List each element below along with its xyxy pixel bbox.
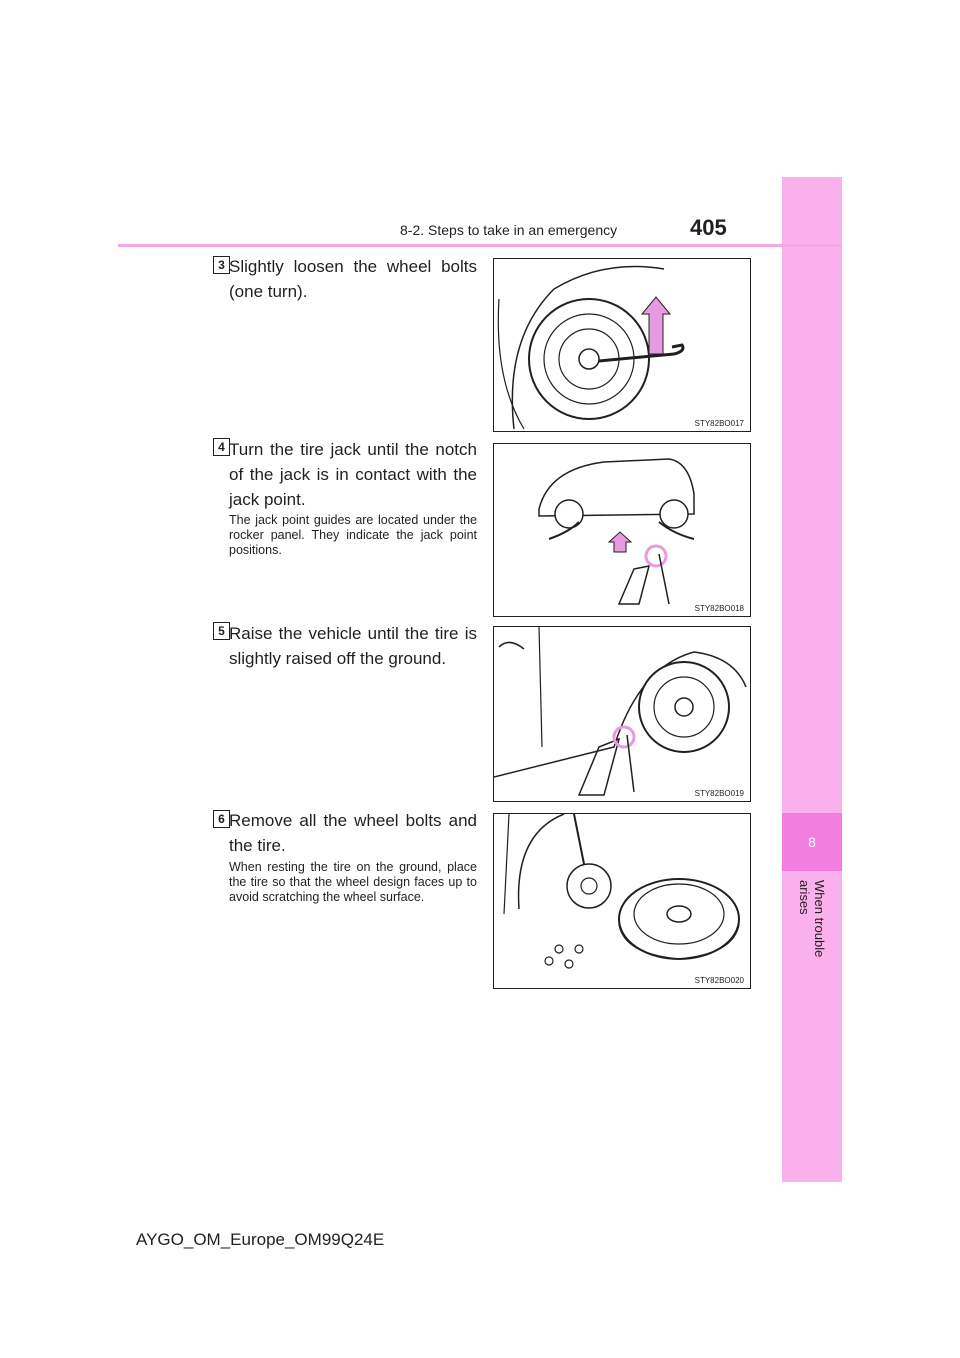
figure-loosen-wheel-bolts: [493, 258, 751, 432]
figure-code: STY82BO019: [694, 789, 744, 798]
chapter-number-badge: 8: [782, 813, 842, 871]
step-6-note: When resting the tire on the ground, place the tire so that the wheel design faces up to avoid scratching the wheel surface.: [229, 860, 477, 904]
figure-code: STY82BO018: [694, 604, 744, 613]
step-number-5: 5: [213, 622, 230, 640]
step-3-text: Slightly loosen the wheel bolts (one turn).: [229, 257, 477, 301]
figure-code: STY82BO017: [694, 419, 744, 428]
figure-jack-to-jack-point: [493, 443, 751, 617]
document-id: AYGO_OM_Europe_OM99Q24E: [136, 1230, 385, 1249]
raise-vehicle-illustration: [494, 627, 750, 801]
section-title: 8-2. Steps to take in an emergency: [400, 222, 618, 238]
car-jack-illustration: [494, 444, 750, 616]
step-4-note: The jack point guides are located under the rocker panel. They indicate the jack point positions.: [229, 513, 477, 557]
step-number-6: 6: [213, 810, 230, 828]
chapter-title-label: When trouble arises: [797, 880, 827, 958]
step-4-text: Turn the tire jack until the notch of the jack is in contact with the jack point.: [229, 440, 477, 509]
wheel-wrench-illustration: [494, 259, 750, 431]
step-5-text: Raise the vehicle until the tire is slightly raised off the ground.: [229, 624, 477, 668]
step-number-3: 3: [213, 256, 230, 274]
step-number-4: 4: [213, 438, 230, 456]
figure-remove-tire: [493, 813, 751, 989]
header-rule: [118, 244, 842, 247]
page-number: 405: [690, 215, 727, 240]
figure-raise-vehicle: [493, 626, 751, 802]
figure-code: STY82BO020: [694, 976, 744, 985]
chapter-side-tab: [782, 177, 842, 1182]
step-6-text: Remove all the wheel bolts and the tire.: [229, 811, 477, 855]
remove-tire-illustration: [494, 814, 750, 988]
